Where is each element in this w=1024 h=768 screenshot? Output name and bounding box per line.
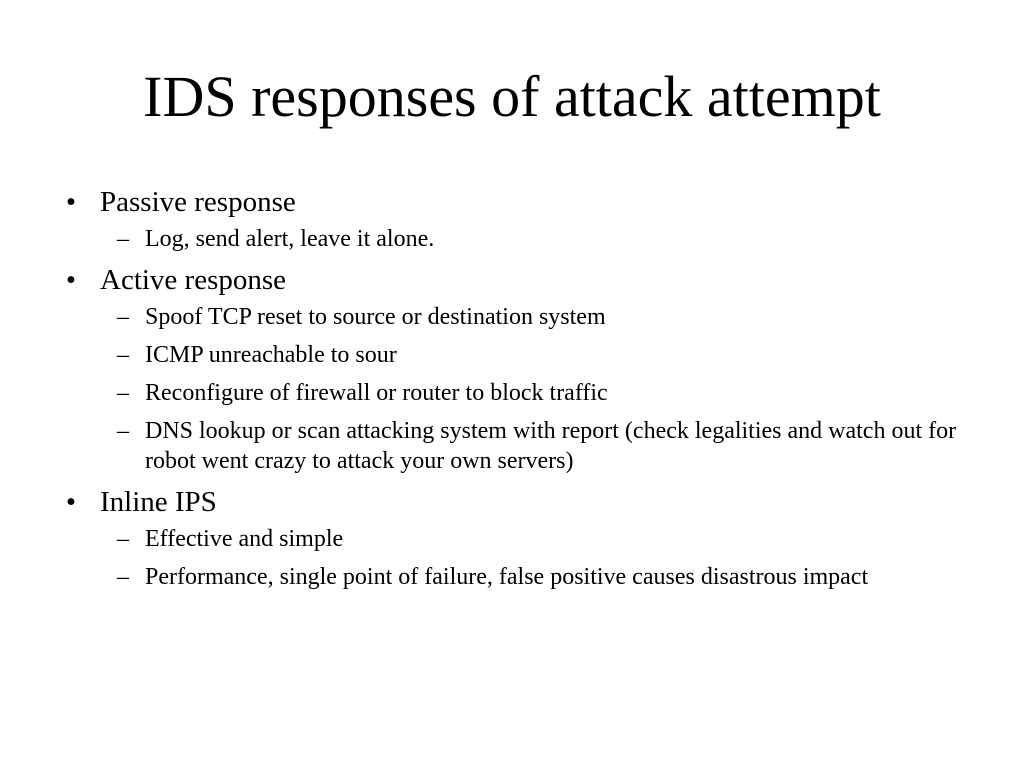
sub-bullet-item	[60, 562, 960, 592]
bullet-label: Inline IPS	[100, 486, 217, 518]
dash-icon: –	[117, 226, 129, 252]
sub-bullet-item	[60, 524, 960, 554]
sub-bullet-label: DNS lookup or scan attacking system with report (check legalities and watch out for robot went crazy to attack your own servers)	[145, 418, 957, 474]
sub-bullet-label: Effective and simple	[145, 526, 344, 552]
dash-icon: –	[117, 380, 129, 406]
bullet-label: Passive response	[100, 186, 296, 218]
sub-bullet-list	[60, 524, 960, 592]
bullet-icon: •	[65, 264, 77, 296]
dash-icon: –	[117, 304, 129, 330]
sub-bullet-item	[60, 224, 960, 254]
sub-bullet-label: Log, send alert, leave it alone.	[145, 226, 435, 252]
sub-bullet-item	[60, 378, 960, 408]
sub-bullet-item	[60, 302, 960, 332]
sub-bullet-item	[60, 416, 960, 476]
bullet-item-passive-response	[60, 184, 960, 220]
sub-bullet-label: ICMP unreachable to sour	[145, 342, 397, 368]
bullet-icon: •	[65, 186, 77, 218]
sub-bullet-item	[60, 340, 960, 370]
slide-title: IDS responses of attack attempt	[143, 64, 881, 129]
dash-icon: –	[117, 342, 129, 368]
bullet-label: Active response	[100, 264, 287, 296]
dash-icon: –	[117, 418, 129, 444]
bullet-item-inline-ips	[60, 484, 960, 520]
bullet-item-active-response	[60, 262, 960, 298]
dash-icon: –	[117, 526, 129, 552]
sub-bullet-label: Performance, single point of failure, false positive causes disastrous impact	[145, 564, 869, 590]
bullet-icon: •	[65, 486, 77, 518]
sub-bullet-label: Reconfigure of firewall or router to block traffic	[145, 380, 608, 406]
sub-bullet-list	[60, 302, 960, 476]
bullet-list	[60, 184, 960, 600]
sub-bullet-list	[60, 224, 960, 254]
dash-icon: –	[117, 564, 129, 590]
sub-bullet-label: Spoof TCP reset to source or destination system	[145, 304, 606, 330]
